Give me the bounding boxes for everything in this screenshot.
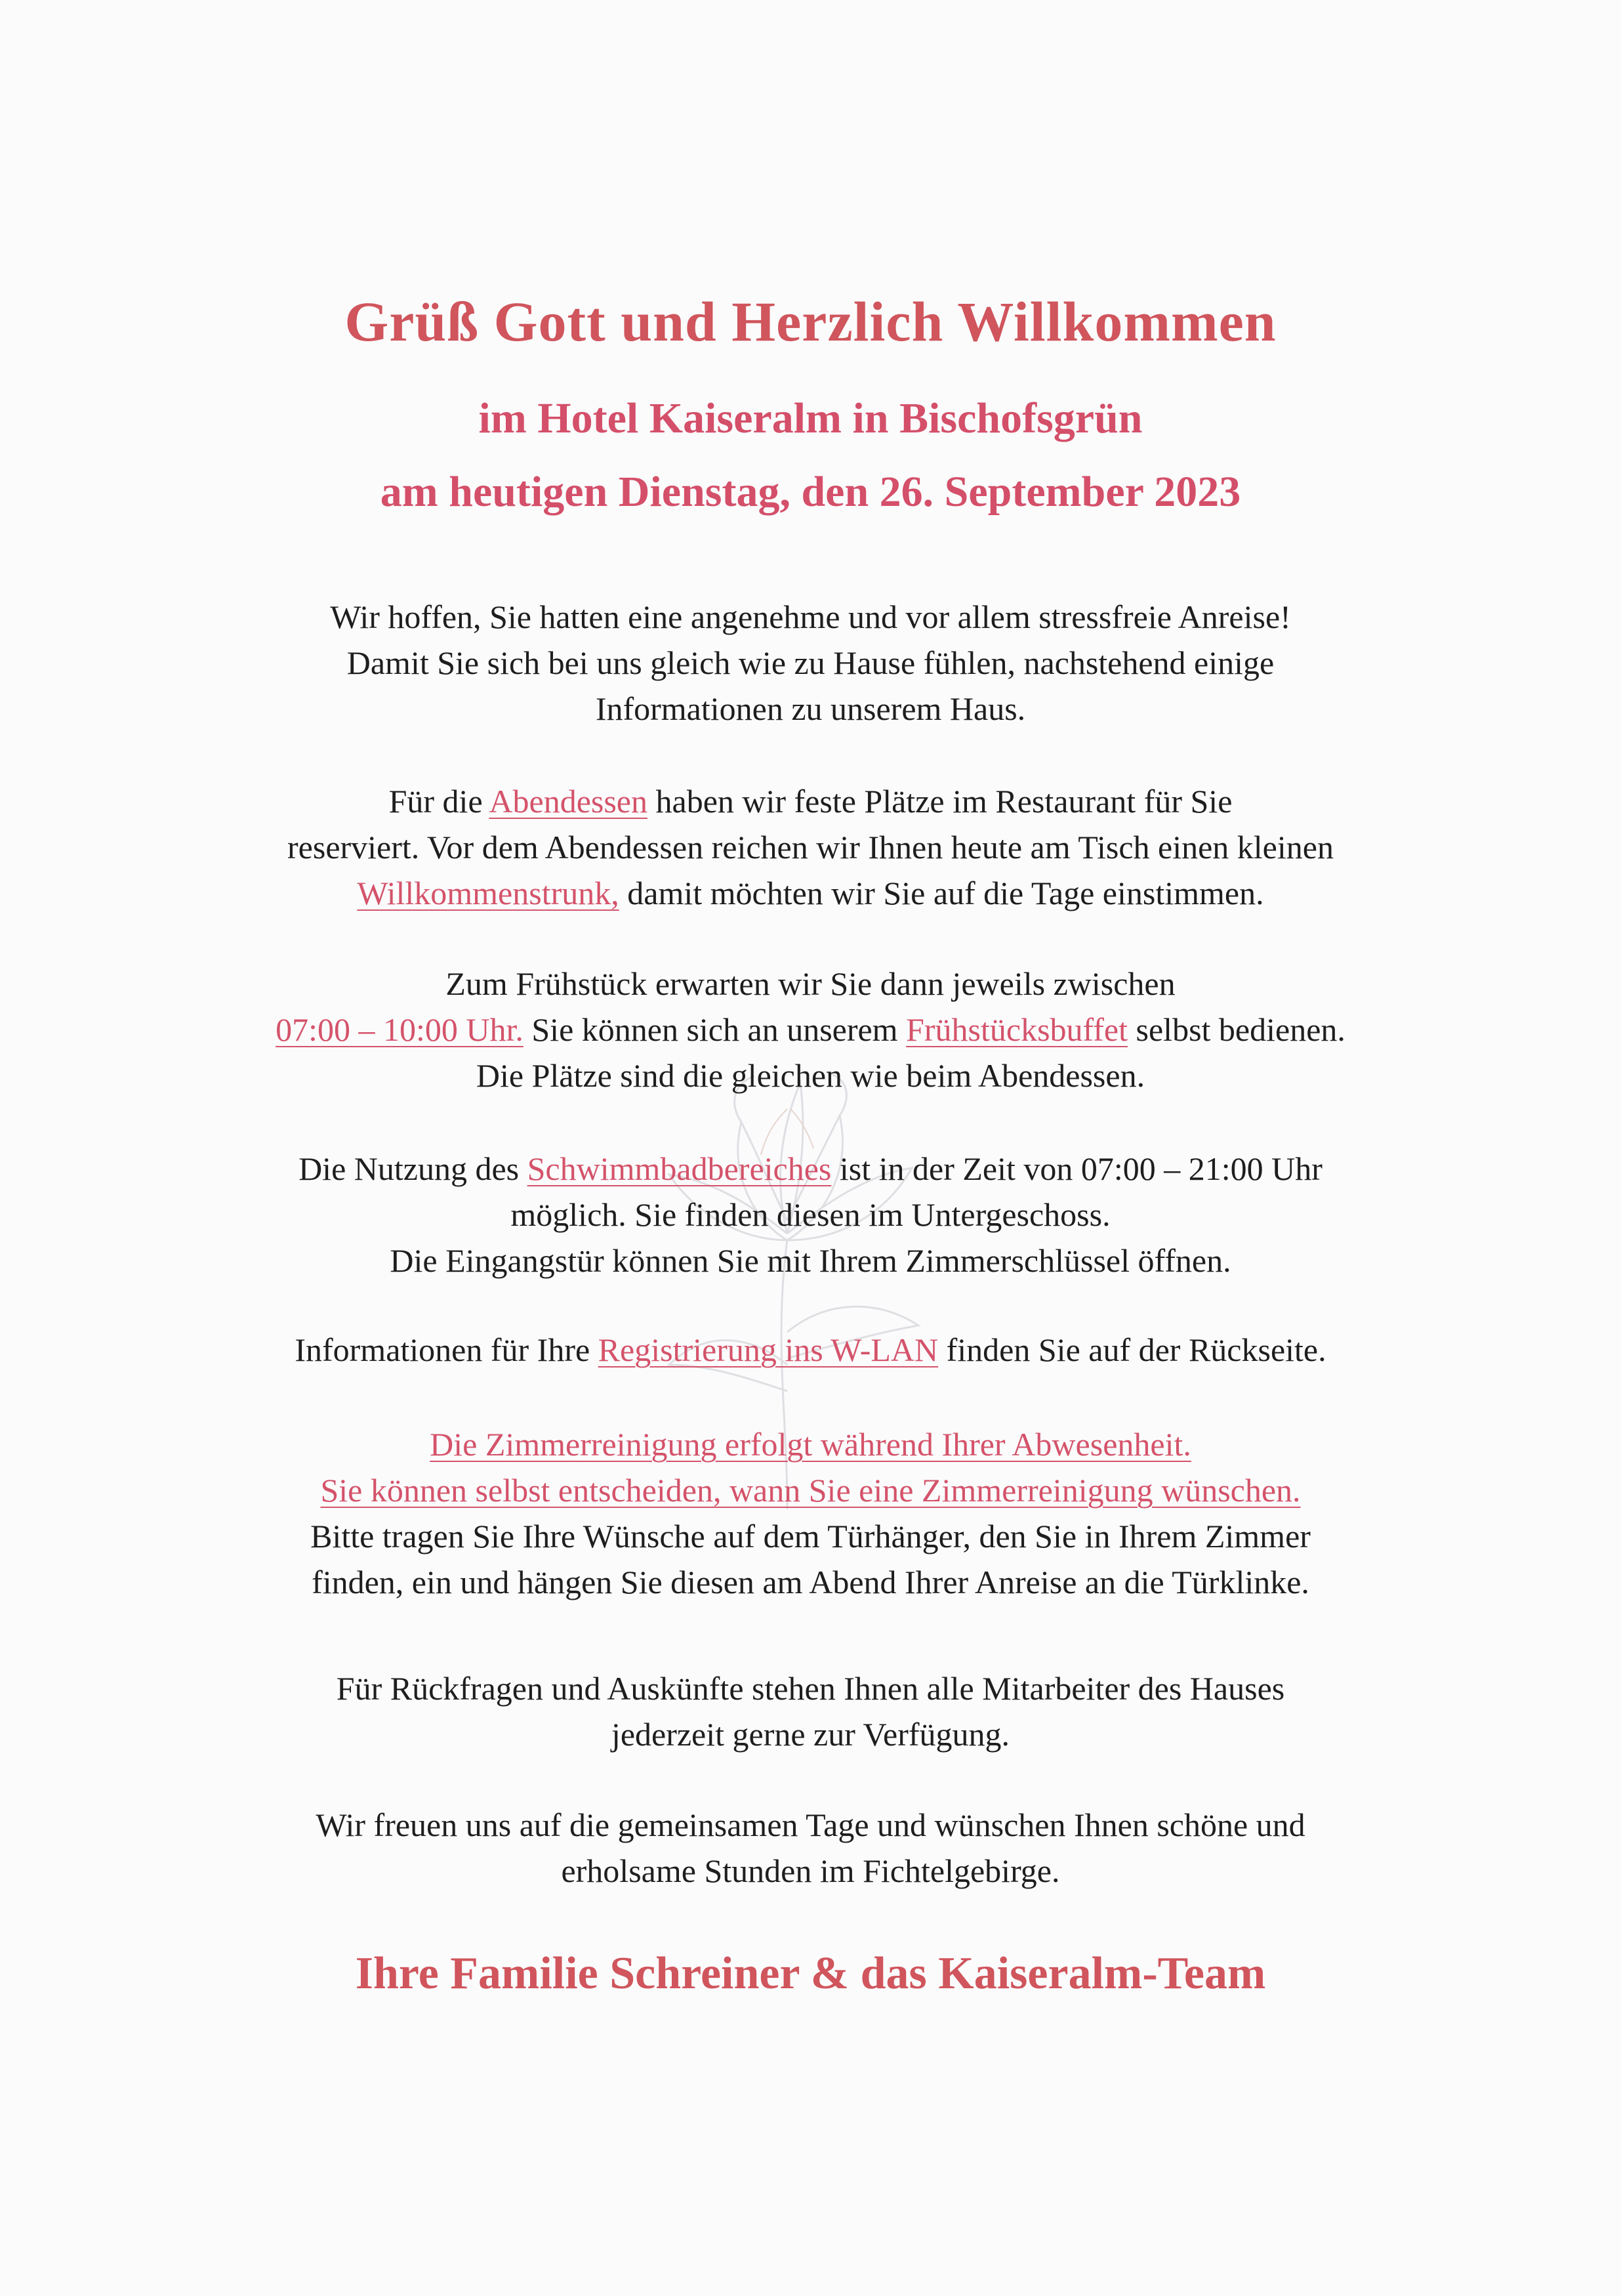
highlight-breakfast-buffet: Frühstücksbuffet (906, 1011, 1128, 1048)
text-segment: Die Nutzung des (298, 1150, 527, 1187)
text-segment: Sie können sich an unserem (523, 1011, 907, 1048)
highlight-welcome-drink: Willkommenstrunk, (357, 875, 619, 911)
paragraph-cleaning (105, 1421, 1516, 1605)
text-line: möglich. Sie finden diesen im Untergeschoss. (510, 1196, 1111, 1233)
highlight-dinner: Abendessen (489, 783, 647, 820)
text-line: erholsame Stunden im Fichtelgebirge. (561, 1852, 1060, 1889)
text-line: Die Plätze sind die gleichen wie beim Abendessen. (476, 1057, 1145, 1094)
text-line: reserviert. Vor dem Abendessen reichen wir Ihnen heute am Tisch einen kleinen (287, 829, 1334, 866)
text-line: Wir freuen uns auf die gemeinsamen Tage und wünschen Ihnen schöne und (316, 1806, 1305, 1843)
text-line: finden, ein und hängen Sie diesen am Abend Ihrer Anreise an die Türklinke. (312, 1564, 1309, 1600)
paragraph-dinner (105, 778, 1516, 916)
paragraph-questions (105, 1665, 1516, 1757)
highlight-pool-area: Schwimmbadbereiches (527, 1150, 832, 1187)
paragraph-arrival (105, 594, 1516, 732)
text-line: jederzeit gerne zur Verfügung. (611, 1716, 1010, 1753)
text-segment: selbst bedienen. (1128, 1011, 1345, 1048)
text-segment: haben wir feste Plätze im Restaurant für Sie (647, 783, 1233, 820)
text-line: Informationen zu unserem Haus. (595, 690, 1026, 727)
subtitle-hotel: im Hotel Kaiseralm in Bischofsgrün (478, 394, 1143, 442)
subtitle-date: am heutigen Dienstag, den 26. September 2023 (380, 468, 1241, 516)
signature: Ihre Familie Schreiner & das Kaiseralm-Team (355, 1948, 1266, 1999)
text-line: Bitte tragen Sie Ihre Wünsche auf dem Türhänger, den Sie in Ihrem Zimmer (310, 1518, 1311, 1555)
paragraph-pool (105, 1146, 1516, 1284)
text-line: Die Eingangstür können Sie mit Ihrem Zimmerschlüssel öffnen. (390, 1242, 1231, 1279)
text-segment: finden Sie auf der Rückseite. (938, 1331, 1326, 1368)
text-line: Damit Sie sich bei uns gleich wie zu Hause fühlen, nachstehend einige (346, 644, 1275, 681)
text-line: Zum Frühstück erwarten wir Sie dann jeweils zwischen (445, 965, 1176, 1002)
paragraph-wlan (105, 1327, 1516, 1373)
text-segment: Informationen für Ihre (295, 1331, 598, 1368)
highlight-breakfast-time: 07:00 – 10:00 Uhr. (276, 1011, 523, 1048)
highlight-cleaning-1: Die Zimmerreinigung erfolgt während Ihrer Abwesenheit. (430, 1426, 1191, 1463)
paragraph-breakfast (105, 961, 1516, 1098)
text-line: Wir hoffen, Sie hatten eine angenehme und vor allem stressfreie Anreise! (330, 598, 1291, 635)
highlight-wlan: Registrierung ins W-LAN (598, 1331, 939, 1368)
text-segment: ist in der Zeit von 07:00 – 21:00 Uhr (831, 1150, 1323, 1187)
text-line: Für Rückfragen und Auskünfte stehen Ihnen alle Mitarbeiter des Hauses (336, 1670, 1285, 1707)
page-title: Grüß Gott und Herzlich Willkommen (344, 290, 1277, 353)
text-segment: damit möchten wir Sie auf die Tage einstimmen. (619, 875, 1264, 911)
highlight-cleaning-2: Sie können selbst entscheiden, wann Sie eine Zimmerreinigung wünschen. (320, 1472, 1301, 1509)
paragraph-closing (105, 1802, 1516, 1894)
text-segment: Für die (388, 783, 489, 820)
